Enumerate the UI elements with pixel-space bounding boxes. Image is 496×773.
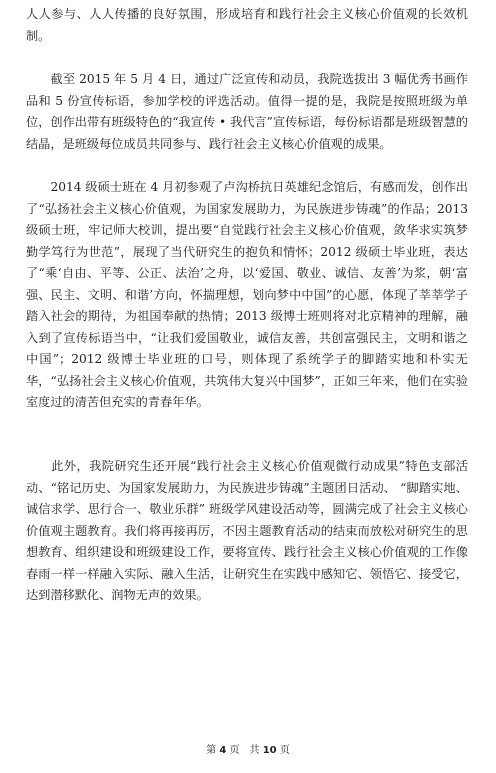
- paragraph-1: 人人参与、人人传播的良好氛围，形成培育和践行社会主义核心价值观的长效机制。: [26, 7, 468, 43]
- footer-middle: 页 共: [229, 745, 260, 756]
- footer-prefix: 第: [206, 745, 217, 756]
- paragraph-4: 此外，我院研究生还开展“践行社会主义核心价值观微行动成果”特色支部活动、“铭记历史、为国家发展助力，为民族进步铸魂”主题团日活动、 “脚踏实地、诚信求学、思行合一、敬业乐群” 班级学风建设活动等，圆满完成了社会主义核心价值观主题教育。我们将再接再厉，不因主题教育活动的结束而放松对研究生的思想教育、组织建设和班级建设工作，要将宣传、践行社会主义核心价值观的工作像春雨一样一样融入实际、融入生活，让研究生在实践中感知它、领悟它、接受它，达到潜移默化、润物无声的效果。: [26, 459, 468, 602]
- current-page-number: 4: [219, 745, 227, 756]
- paragraph-3: 2014 级硕士班在 4 月初参观了卢沟桥抗日英雄纪念馆后，有感而发，创作出了“弘扬社会主义核心价值观，为国家发展助力，为民族进步铸魂”的作品；2013 级硕士班，牢记师大校训，提出要“自觉践行社会主义核心价值观，敛华求实筑梦勤学笃行为世范”，展现了当代研究生的抱负和情怀；2012 级硕士毕业班，表达了“乘‘自由、平等、公正、法治’之舟，以‘爱国、敬业、诚信、友善’为浆，朝‘富强、民主、文明、和谐’方向，怀揣理想，划向梦中中国”的心愿，体现了莘莘学子踏入社会的期待，为祖国奉献的热情；2013 级博士班则将对北京精神的理解，融入到了宣传标语当中，“让我们爱国敬业，诚信友善，共创富强民主，文明和谐之中国”；2012 级博士毕业班的口号，则体现了系统学子的脚踏实地和朴实无华，“弘扬社会主义核心价值观，共筑伟大复兴中国梦”，正如三年来，他们在实验室度过的清苦但充实的青春年华。: [26, 180, 468, 409]
- paragraph-2: 截至 2015 年 5 月 4 日，通过广泛宣传和动员，我院选拔出 3 幅优秀书画作品和 5 份宣传标语，参加学校的评选活动。值得一提的是，我院是按照班级为单位，创作出带有班级特色的“我宣传 • 我代言”宣传标语，每份标语都是班级智慧的结晶，是班级每位成员共同参与、践行社会主义核心价值观的成果。: [26, 72, 468, 151]
- total-pages-number: 10: [262, 745, 277, 756]
- page-footer: [0, 741, 496, 756]
- footer-suffix: 页: [279, 745, 290, 756]
